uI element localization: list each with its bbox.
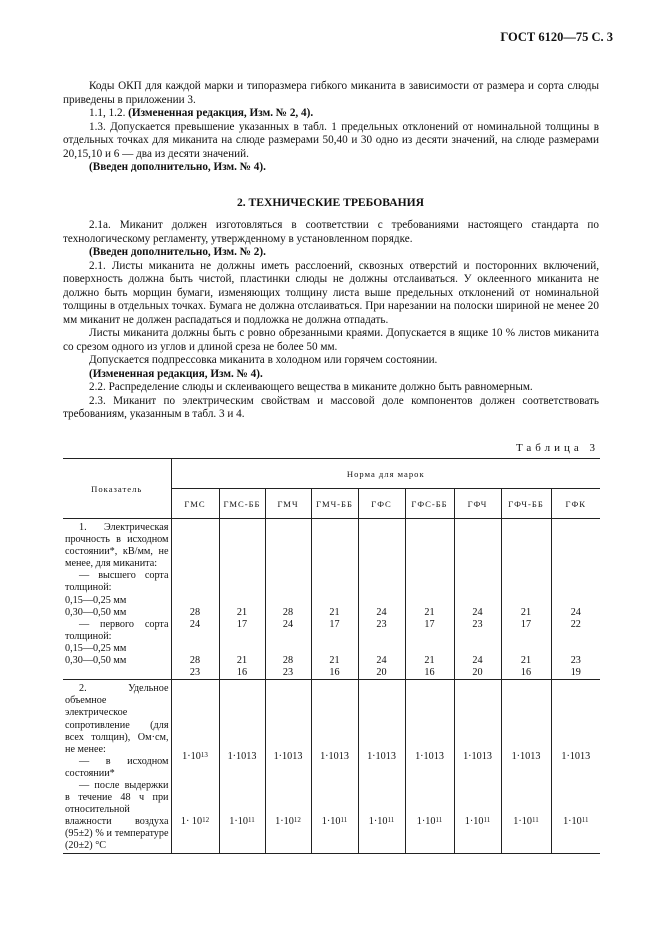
body-p7: 2.2. Распределение слюды и склеивающего вещества в миканите должно быть равномерным. [89,381,533,393]
value-cell: $1\cdot 10^{11}$ [464,816,491,828]
value-cell-exponent: 11 [531,816,539,825]
value-cell: 28 [282,655,294,667]
row2-head: 2. Удельное объемное электрическое сопротивление (для всех толщин), Ом·см, не менее: [65,683,169,755]
value-cell: $1\cdot 10^{11}$ [416,816,443,828]
mark-header: ГФК [551,489,600,519]
row1-values [219,519,265,680]
row1-sub2: 0,30—0,50 мм [65,606,127,618]
row1-values [171,519,219,680]
value-cell: 16 [329,667,340,679]
group-header: Норма для марок [171,459,600,489]
value-cell: 23 [282,667,294,679]
value-cell: 1·1013 [463,751,492,762]
value-cell: 17 [520,618,532,630]
row1-head: 1. Электрическая прочность в исходном состоянии*, кВ/мм, не менее, для миканита: [65,522,169,570]
intro-p2-prefix: 1.1, 1.2. [89,107,129,119]
value-cell: 28 [189,655,201,667]
value-cell: 23 [189,667,201,679]
intro-p2-bold: (Измененная редакция, Изм. № 2, 4). [128,107,314,119]
param-header: Показатель [63,459,171,519]
value-cell: 21 [236,606,248,618]
value-cell: 21 [520,606,532,618]
value-cell-exponent: 11 [247,816,255,825]
value-cell: $1\cdot 10^{12}$ [275,816,301,828]
row1-values [454,519,501,680]
row1-sub4: 0,30—0,50 мм [65,655,127,667]
value-cell: $1\cdot 10^{11}$ [229,816,255,828]
mark-header: ГМЧ [265,489,311,519]
intro-p1: Коды ОКП для каждой марки и типоразмера гибкого миканита в зависимости от размера и сорта слюды приведены в приложении 3. [63,80,599,106]
value-cell: 16 [520,667,532,679]
row1-sort1: — высшего сорта толщиной: [65,570,169,594]
body-p2: (Введен дополнительно, Изм. № 2). [89,246,266,258]
value-cell: 23 [472,618,483,630]
mark-header: ГФЧ [454,489,501,519]
table-caption: Таблица 3 [515,442,599,454]
value-cell: 24 [376,606,387,618]
row1-values [501,519,551,680]
value-cell: 24 [472,606,483,618]
row2-values [358,680,405,853]
value-cell-exponent: 13 [200,751,208,759]
value-cell: 16 [424,667,435,679]
value-cell-exponent: 12 [293,816,301,825]
row2-a: — в исходном состоянии* [65,755,169,779]
value-cell: 21 [236,655,248,667]
body-p5: Допускается подпрессовка миканита в холодном или горячем состоянии. [89,354,438,366]
mark-header: ГФЧ-ББ [501,489,551,519]
body-block [63,219,599,422]
row2-values [311,680,358,853]
value-cell: 17 [329,618,340,630]
value-cell: 21 [424,655,435,667]
mark-header: ГМС [171,489,219,519]
value-cell: 23 [570,655,581,667]
value-cell: 1·1013 [561,751,591,762]
value-cell: 24 [282,618,294,630]
value-cell-exponent: 11 [387,816,395,825]
value-cell: $1\cdot 10^{11}$ [321,816,348,828]
value-cell: 22 [570,618,581,630]
value-cell: 24 [189,618,201,630]
row1-sub1: 0,15—0,25 мм [65,594,127,606]
value-cell: 1·1013 [227,751,257,762]
value-cell: 23 [376,618,387,630]
row2-values [501,680,551,853]
mark-header: ГМЧ-ББ [311,489,358,519]
value-cell: 1·1013 [415,751,444,762]
section-title: 2. ТЕХНИЧЕСКИЕ ТРЕБОВАНИЯ [236,196,425,209]
value-cell: 28 [282,606,294,618]
row1-values [551,519,600,680]
row1-sort2: — первого сорта толщиной: [65,618,169,642]
value-cell: 21 [329,655,340,667]
row2-values [265,680,311,853]
value-cell: 21 [520,655,532,667]
row1-values [405,519,454,680]
page-header: ГОСТ 6120—75 С. 3 [500,30,613,44]
body-p4: Листы миканита должны быть с ровно обрезанными краями. Допускается в ящике 10 % листов миканита со срезом одного из углов и длиной среза не более 50 мм. [63,327,599,353]
intro-p4: (Введен дополнительно, Изм. № 4). [89,161,266,173]
body-p8: 2.3. Миканит по электрическим свойствам и массовой доле компонентов должен соответствовать требованиям, указанным в табл. 3 и 4. [63,394,599,420]
value-cell: 21 [329,606,340,618]
value-cell: 20 [472,667,483,679]
row1-sub3: 0,15—0,25 мм [65,642,127,654]
mark-header: ГФС-ББ [405,489,454,519]
value-cell: 17 [424,618,435,630]
mark-header: ГМС-ББ [219,489,265,519]
intro-block [63,80,599,175]
body-p1: 2.1а. Миканит должен изготовляться в соответствии с требованиями настоящего стандарта по технологическому регламенту, утвержденному в установленном порядке. [63,219,599,245]
value-cell: 16 [236,667,248,679]
row2-values [454,680,501,853]
body-p6: (Измененная редакция, Изм. № 4). [89,367,263,380]
value-cell-exponent: 11 [340,816,348,825]
value-cell: 19 [570,667,581,679]
value-cell: 1·1013 [511,751,541,762]
value-cell: $1\cdot 10^{11}$ [513,816,539,828]
table-3 [63,458,600,854]
body-p3: 2.1. Листы миканита не должны иметь расслоений, сквозных отверстий и посторонних включений, поверхность должна быть чистой, пластинки слюды не должны отслаиваться. У оклеенного миканита не должно быть морщин бумаги, изменяющих толщину листа выше предельных отклонений от номинальной толщины в отдельных точках. Бумага не должна отслаиваться. При нарезании на полоски шириной не менее 20 мм миканит не должен распадаться и подложка не должна отпадать. [63,259,599,326]
row2-param [63,680,171,853]
value-cell: 24 [376,655,387,667]
value-cell: $1\cdot 10^{11}$ [563,816,589,828]
value-cell: $1\cdot 10^{12}$ [180,816,210,828]
table-row [63,680,600,853]
value-cell-exponent: 12 [202,816,210,825]
value-cell: 1·1013 [320,751,349,762]
row1-values [358,519,405,680]
row2-values [219,680,265,853]
value-cell: 17 [236,618,248,630]
intro-p3: 1.3. Допускается превышение указанных в табл. 1 предельных отклонений от номинальной толщины в отдельных точках для миканита на слюде размерами 50,40 и 30 одно из десяти значений, на слюде размерами 20,15,10 и 6 — два из десяти значений. [63,120,599,160]
row2-values [551,680,600,853]
value-cell-exponent: 11 [435,816,443,825]
value-cell: 21 [424,606,435,618]
value-cell: 24 [570,606,581,618]
value-cell: $1\cdot 10^{11}$ [368,816,395,828]
row1-values [311,519,358,680]
value-cell: 20 [376,667,387,679]
intro-p2 [63,107,599,121]
mark-header: ГФС [358,489,405,519]
value-cell-exponent: 11 [581,816,589,825]
row2-b: — после выдержки в течение 48 ч при относительной влажности воздуха (95±2) % и температуре (20±2) °С [65,780,169,852]
value-cell: 28 [189,606,201,618]
value-cell: 1·1013 [273,751,303,762]
value-cell-exponent: 11 [483,816,491,825]
row1-param [63,519,171,680]
row1-values [265,519,311,680]
table-row [63,519,600,680]
row2-values [405,680,454,853]
value-cell: $1\cdot 10^{13}$ [182,751,208,762]
row2-values [171,680,219,853]
value-cell: 1·1013 [367,751,396,762]
value-cell: 24 [472,655,483,667]
